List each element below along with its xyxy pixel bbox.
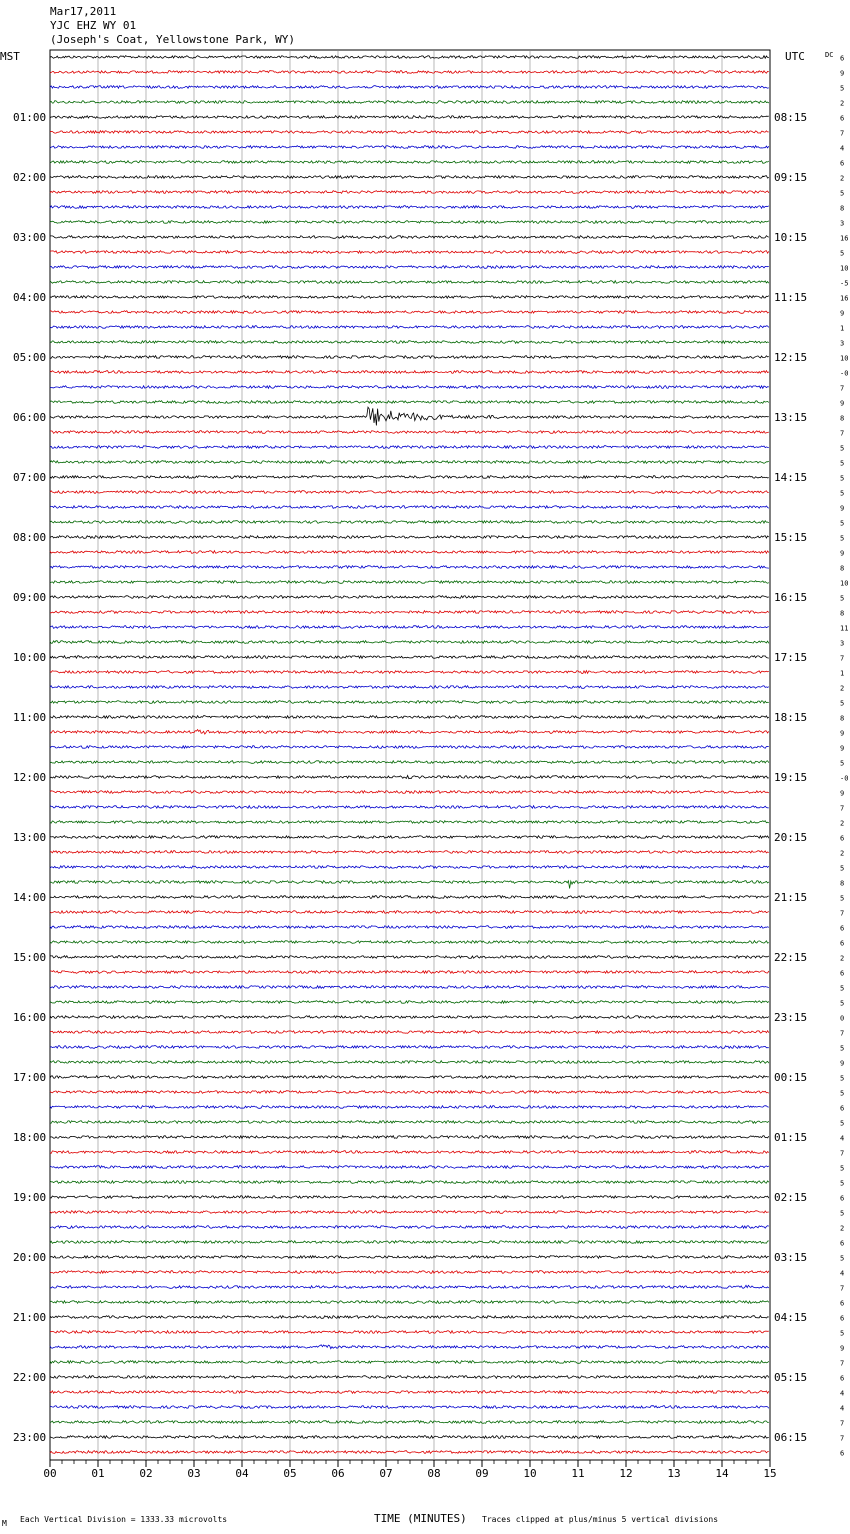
- trace-row: [50, 386, 769, 389]
- x-tick-label: 00: [43, 1467, 57, 1480]
- trace-row: [50, 911, 769, 914]
- trace-row: [50, 176, 769, 179]
- dc-offset-label: 5: [840, 1179, 845, 1188]
- mst-hour-label: 09:00: [13, 591, 47, 604]
- trace-row: [50, 1046, 769, 1049]
- dc-offset-label: 10: [840, 264, 849, 273]
- trace-row: [50, 836, 769, 839]
- trace-row: [50, 371, 769, 374]
- mst-hour-label: 06:00: [13, 411, 47, 424]
- trace-row: [50, 1016, 769, 1019]
- dc-offset-label: 6: [840, 939, 845, 948]
- trace-row: [50, 581, 769, 584]
- mst-hour-label: 22:00: [13, 1371, 47, 1384]
- dc-offset-label: 5: [840, 1044, 845, 1053]
- utc-hour-label: 09:15: [774, 171, 808, 184]
- trace-row: [50, 116, 769, 119]
- dc-offset-label: 6: [840, 1239, 845, 1248]
- x-tick-label: 14: [715, 1467, 729, 1480]
- utc-hour-label: 10:15: [774, 231, 808, 244]
- trace-row: [50, 701, 769, 704]
- dc-offset-label: 2: [840, 174, 845, 183]
- trace-row: [50, 956, 769, 959]
- corner-mark: M: [2, 1519, 7, 1528]
- dc-offset-label: 5: [840, 1164, 845, 1173]
- trace-row: [50, 1406, 769, 1409]
- dc-offset-label: 5: [840, 1074, 845, 1083]
- dc-offset-label: 8: [840, 609, 845, 618]
- utc-hour-label: 16:15: [774, 591, 808, 604]
- trace-row: [50, 566, 769, 569]
- trace-row: [50, 1181, 769, 1184]
- trace-row: [50, 506, 769, 509]
- dc-offset-label: 5: [840, 1089, 845, 1098]
- mst-hour-label: 02:00: [13, 171, 47, 184]
- trace-row: [50, 776, 769, 779]
- x-tick-label: 01: [91, 1467, 105, 1480]
- dc-offset-label: 5: [840, 459, 845, 468]
- trace-row: [50, 746, 769, 749]
- dc-offset-label: 1: [840, 324, 845, 333]
- dc-offset-label: 8: [840, 204, 845, 213]
- mst-hour-label: 20:00: [13, 1251, 47, 1264]
- mst-hour-label: 10:00: [13, 651, 47, 664]
- trace-row: [50, 551, 769, 554]
- trace-row: [50, 1421, 769, 1424]
- x-tick-label: 13: [667, 1467, 681, 1480]
- trace-row: [50, 281, 769, 284]
- dc-offset-label: 8: [840, 879, 845, 888]
- dc-offset-label: 8: [840, 414, 845, 423]
- mst-hour-label: 03:00: [13, 231, 47, 244]
- dc-offset-label: 7: [840, 429, 845, 438]
- dc-offset-label: 3: [840, 639, 845, 648]
- mst-hour-label: 04:00: [13, 291, 47, 304]
- dc-offset-label: 7: [840, 1434, 845, 1443]
- trace-row: [50, 881, 769, 889]
- trace-row: [50, 206, 769, 209]
- dc-offset-label: 9: [840, 729, 845, 738]
- dc-offset-label: 9: [840, 69, 845, 78]
- trace-row: [50, 491, 769, 494]
- dc-offset-label: 5: [840, 534, 845, 543]
- utc-hour-label: 17:15: [774, 651, 808, 664]
- trace-row: [50, 1391, 769, 1394]
- dc-offset-label: 5: [840, 249, 845, 258]
- scale-note: Each Vertical Division = 1333.33 microvolts: [20, 1515, 228, 1524]
- trace-row: [50, 407, 769, 425]
- x-tick-label: 06: [331, 1467, 345, 1480]
- trace-row: [50, 1121, 769, 1124]
- mst-hour-label: 21:00: [13, 1311, 47, 1324]
- utc-hour-label: 22:15: [774, 951, 808, 964]
- dc-offset-label: 3: [840, 339, 845, 348]
- trace-row: [50, 86, 769, 89]
- dc-offset-label: 5: [840, 519, 845, 528]
- dc-offset-label: 7: [840, 1284, 845, 1293]
- trace-row: [50, 101, 769, 104]
- trace-row: [50, 926, 769, 929]
- dc-offset-label: 5: [840, 1119, 845, 1128]
- utc-hour-label: 15:15: [774, 531, 808, 544]
- mst-hour-label: 18:00: [13, 1131, 47, 1144]
- dc-offset-label: 9: [840, 549, 845, 558]
- utc-hour-label: 12:15: [774, 351, 808, 364]
- utc-hour-label: 02:15: [774, 1191, 808, 1204]
- station-location: (Joseph's Coat, Yellowstone Park, WY): [50, 33, 296, 46]
- utc-hour-label: 06:15: [774, 1431, 808, 1444]
- dc-offset-label: 2: [840, 849, 845, 858]
- trace-row: [50, 1061, 769, 1064]
- trace-row: [50, 1285, 769, 1288]
- dc-offset-label: 4: [840, 1404, 845, 1413]
- trace-row: [50, 1226, 769, 1229]
- dc-offset-label: 10: [840, 579, 849, 588]
- dc-offset-label: 7: [840, 654, 845, 663]
- dc-offset-label: 7: [840, 129, 845, 138]
- dc-offset-label: 6: [840, 54, 845, 63]
- utc-hour-label: 14:15: [774, 471, 808, 484]
- trace-row: [50, 671, 769, 674]
- trace-row: [50, 521, 769, 524]
- dc-offset-label: 2: [840, 1224, 845, 1233]
- dc-offset-label: 5: [840, 1209, 845, 1218]
- trace-row: [50, 596, 769, 599]
- dc-offset-label: 7: [840, 804, 845, 813]
- x-tick-label: 07: [379, 1467, 393, 1480]
- mst-hour-label: 16:00: [13, 1011, 47, 1024]
- dc-offset-label: 10: [840, 354, 849, 363]
- trace-row: [50, 266, 769, 269]
- x-tick-label: 08: [427, 1467, 441, 1480]
- dc-offset-label: 5: [840, 1329, 845, 1338]
- mst-hour-label: 11:00: [13, 711, 47, 724]
- x-tick-label: 15: [763, 1467, 777, 1480]
- trace-row: [50, 71, 769, 74]
- dc-offset-label: 5: [840, 489, 845, 498]
- trace-row: [50, 56, 769, 59]
- dc-offset-label: -0: [840, 774, 849, 783]
- trace-row: [50, 221, 769, 224]
- dc-offset-label: 4: [840, 1389, 845, 1398]
- trace-row: [50, 1361, 769, 1364]
- trace-row: [50, 971, 769, 974]
- dc-offset-label: 5: [840, 474, 845, 483]
- mst-hour-label: 14:00: [13, 891, 47, 904]
- dc-offset-label: 9: [840, 309, 845, 318]
- mst-hour-label: 07:00: [13, 471, 47, 484]
- trace-row: [50, 1451, 769, 1454]
- trace-row: [50, 161, 769, 164]
- dc-offset-label: 5: [840, 984, 845, 993]
- x-tick-label: 05: [283, 1467, 297, 1480]
- dc-offset-label: 4: [840, 1134, 845, 1143]
- dc-offset-label: 2: [840, 819, 845, 828]
- trace-row: [50, 1436, 769, 1439]
- dc-offset-label: -0: [840, 369, 849, 378]
- dc-offset-label: 1: [840, 669, 845, 678]
- trace-row: [50, 1031, 769, 1034]
- dc-offset-label: 7: [840, 1359, 845, 1368]
- dc-offset-label: 6: [840, 1374, 845, 1383]
- trace-row: [50, 656, 769, 659]
- dc-offset-label: 4: [840, 1269, 845, 1278]
- dc-offset-label: 5: [840, 864, 845, 873]
- dc-offset-label: 6: [840, 1104, 845, 1113]
- dc-offset-label: 7: [840, 1029, 845, 1038]
- dc-offset-label: 6: [840, 1449, 845, 1458]
- dc-offset-label: 2: [840, 954, 845, 963]
- dc-offset-label: 5: [840, 594, 845, 603]
- trace-row: [50, 851, 769, 854]
- utc-hour-label: 01:15: [774, 1131, 808, 1144]
- utc-hour-label: 03:15: [774, 1251, 808, 1264]
- trace-row: [50, 536, 769, 539]
- dc-offset-label: 6: [840, 834, 845, 843]
- trace-row: [50, 821, 769, 824]
- utc-axis-title: UTC: [785, 50, 805, 63]
- dc-offset-label: 6: [840, 1299, 845, 1308]
- trace-row: [50, 626, 769, 629]
- trace-row: [50, 1076, 769, 1079]
- x-tick-label: 04: [235, 1467, 249, 1480]
- dc-offset-label: 6: [840, 1314, 845, 1323]
- dc-offset-label: 9: [840, 1059, 845, 1068]
- trace-row: [50, 1256, 769, 1259]
- dc-offset-label: -5: [840, 279, 849, 288]
- utc-hour-label: 18:15: [774, 711, 808, 724]
- mst-hour-label: 12:00: [13, 771, 47, 784]
- x-axis-title: TIME (MINUTES): [374, 1512, 467, 1525]
- x-tick-label: 09: [475, 1467, 489, 1480]
- dc-offset-label: 7: [840, 1149, 845, 1158]
- dc-offset-label: 4: [840, 144, 845, 153]
- trace-row: [50, 716, 769, 719]
- dc-offset-label: 5: [840, 189, 845, 198]
- trace-row: [50, 1345, 769, 1349]
- dc-offset-label: 8: [840, 714, 845, 723]
- dc-offset-label: 7: [840, 384, 845, 393]
- trace-row: [50, 1376, 769, 1379]
- trace-row: [50, 191, 769, 194]
- utc-hour-label: 23:15: [774, 1011, 808, 1024]
- dc-offset-label: 6: [840, 1194, 845, 1203]
- mst-hour-label: 08:00: [13, 531, 47, 544]
- dc-offset-label: 8: [840, 564, 845, 573]
- trace-row: [50, 431, 769, 434]
- trace-row: [50, 806, 769, 809]
- x-tick-label: 03: [187, 1467, 201, 1480]
- dc-offset-label: 2: [840, 99, 845, 108]
- utc-hour-label: 11:15: [774, 291, 808, 304]
- station-code: YJC EHZ WY 01: [50, 19, 137, 32]
- mst-hour-label: 23:00: [13, 1431, 47, 1444]
- x-tick-label: 10: [523, 1467, 537, 1480]
- trace-row: [50, 326, 769, 329]
- trace-row: [50, 341, 769, 344]
- dc-offset-label: 0: [840, 1014, 845, 1023]
- trace-row: [50, 611, 769, 614]
- x-tick-label: 02: [139, 1467, 153, 1480]
- x-tick-label: 12: [619, 1467, 633, 1480]
- mst-hour-label: 15:00: [13, 951, 47, 964]
- dc-offset-label: 5: [840, 894, 845, 903]
- trace-row: [50, 1241, 769, 1244]
- trace-row: [50, 1001, 769, 1004]
- trace-row: [50, 1316, 769, 1319]
- trace-row: [50, 236, 769, 239]
- dc-offset-label: 16: [840, 234, 849, 243]
- utc-hour-label: 21:15: [774, 891, 808, 904]
- trace-row: [50, 311, 769, 314]
- x-tick-label: 11: [571, 1467, 585, 1480]
- trace-row: [50, 791, 769, 794]
- dc-offset-label: 9: [840, 744, 845, 753]
- trace-row: [50, 296, 769, 299]
- dc-offset-label: 5: [840, 999, 845, 1008]
- clip-note: Traces clipped at plus/minus 5 vertical divisions: [482, 1515, 719, 1524]
- trace-row: [50, 476, 769, 479]
- trace-row: [50, 1151, 769, 1154]
- trace-row: [50, 1331, 769, 1334]
- utc-hour-label: 05:15: [774, 1371, 808, 1384]
- trace-row: [50, 866, 769, 869]
- mst-hour-label: 17:00: [13, 1071, 47, 1084]
- dc-offset-label: 5: [840, 1254, 845, 1263]
- trace-row: [50, 1196, 769, 1199]
- trace-row: [50, 686, 769, 689]
- plot-date: Mar17,2011: [50, 5, 117, 18]
- plot-frame: [50, 50, 770, 1460]
- dc-offset-label: 9: [840, 504, 845, 513]
- dc-offset-label: 7: [840, 909, 845, 918]
- trace-row: [50, 941, 769, 944]
- trace-row: [50, 131, 769, 134]
- trace-row: [50, 730, 769, 735]
- utc-hour-label: 20:15: [774, 831, 808, 844]
- trace-row: [50, 356, 769, 359]
- trace-row: [50, 446, 769, 449]
- utc-hour-label: 13:15: [774, 411, 808, 424]
- utc-hour-label: 19:15: [774, 771, 808, 784]
- dc-offset-label: 11: [840, 624, 849, 633]
- mst-hour-label: 13:00: [13, 831, 47, 844]
- trace-row: [50, 986, 769, 989]
- dc-offset-label: 5: [840, 759, 845, 768]
- dc-offset-label: 6: [840, 114, 845, 123]
- trace-row: [50, 1166, 769, 1169]
- mst-hour-label: 19:00: [13, 1191, 47, 1204]
- utc-hour-label: 04:15: [774, 1311, 808, 1324]
- dc-offset-label: 3: [840, 219, 845, 228]
- mst-axis-title: MST: [0, 50, 20, 63]
- dc-axis-title: DC: [825, 51, 834, 59]
- utc-hour-label: 08:15: [774, 111, 808, 124]
- dc-offset-label: 5: [840, 444, 845, 453]
- dc-offset-label: 9: [840, 789, 845, 798]
- dc-offset-label: 7: [840, 1419, 845, 1428]
- mst-hour-label: 05:00: [13, 351, 47, 364]
- trace-row: [50, 401, 769, 404]
- trace-row: [50, 461, 769, 464]
- trace-row: [50, 761, 769, 764]
- trace-row: [50, 251, 769, 254]
- trace-row: [50, 1106, 769, 1109]
- dc-offset-label: 9: [840, 1344, 845, 1353]
- trace-row: [50, 1271, 769, 1274]
- trace-row: [50, 1091, 769, 1094]
- dc-offset-label: 16: [840, 294, 849, 303]
- dc-offset-label: 2: [840, 684, 845, 693]
- dc-offset-label: 6: [840, 969, 845, 978]
- dc-offset-label: 6: [840, 924, 845, 933]
- mst-hour-label: 01:00: [13, 111, 47, 124]
- trace-row: [50, 641, 769, 644]
- trace-row: [50, 1136, 769, 1139]
- trace-row: [50, 1211, 769, 1214]
- trace-row: [50, 896, 769, 899]
- dc-offset-label: 6: [840, 159, 845, 168]
- dc-offset-label: 5: [840, 84, 845, 93]
- trace-row: [50, 1301, 769, 1304]
- dc-offset-label: 5: [840, 699, 845, 708]
- utc-hour-label: 00:15: [774, 1071, 808, 1084]
- dc-offset-label: 9: [840, 399, 845, 408]
- trace-row: [50, 146, 769, 149]
